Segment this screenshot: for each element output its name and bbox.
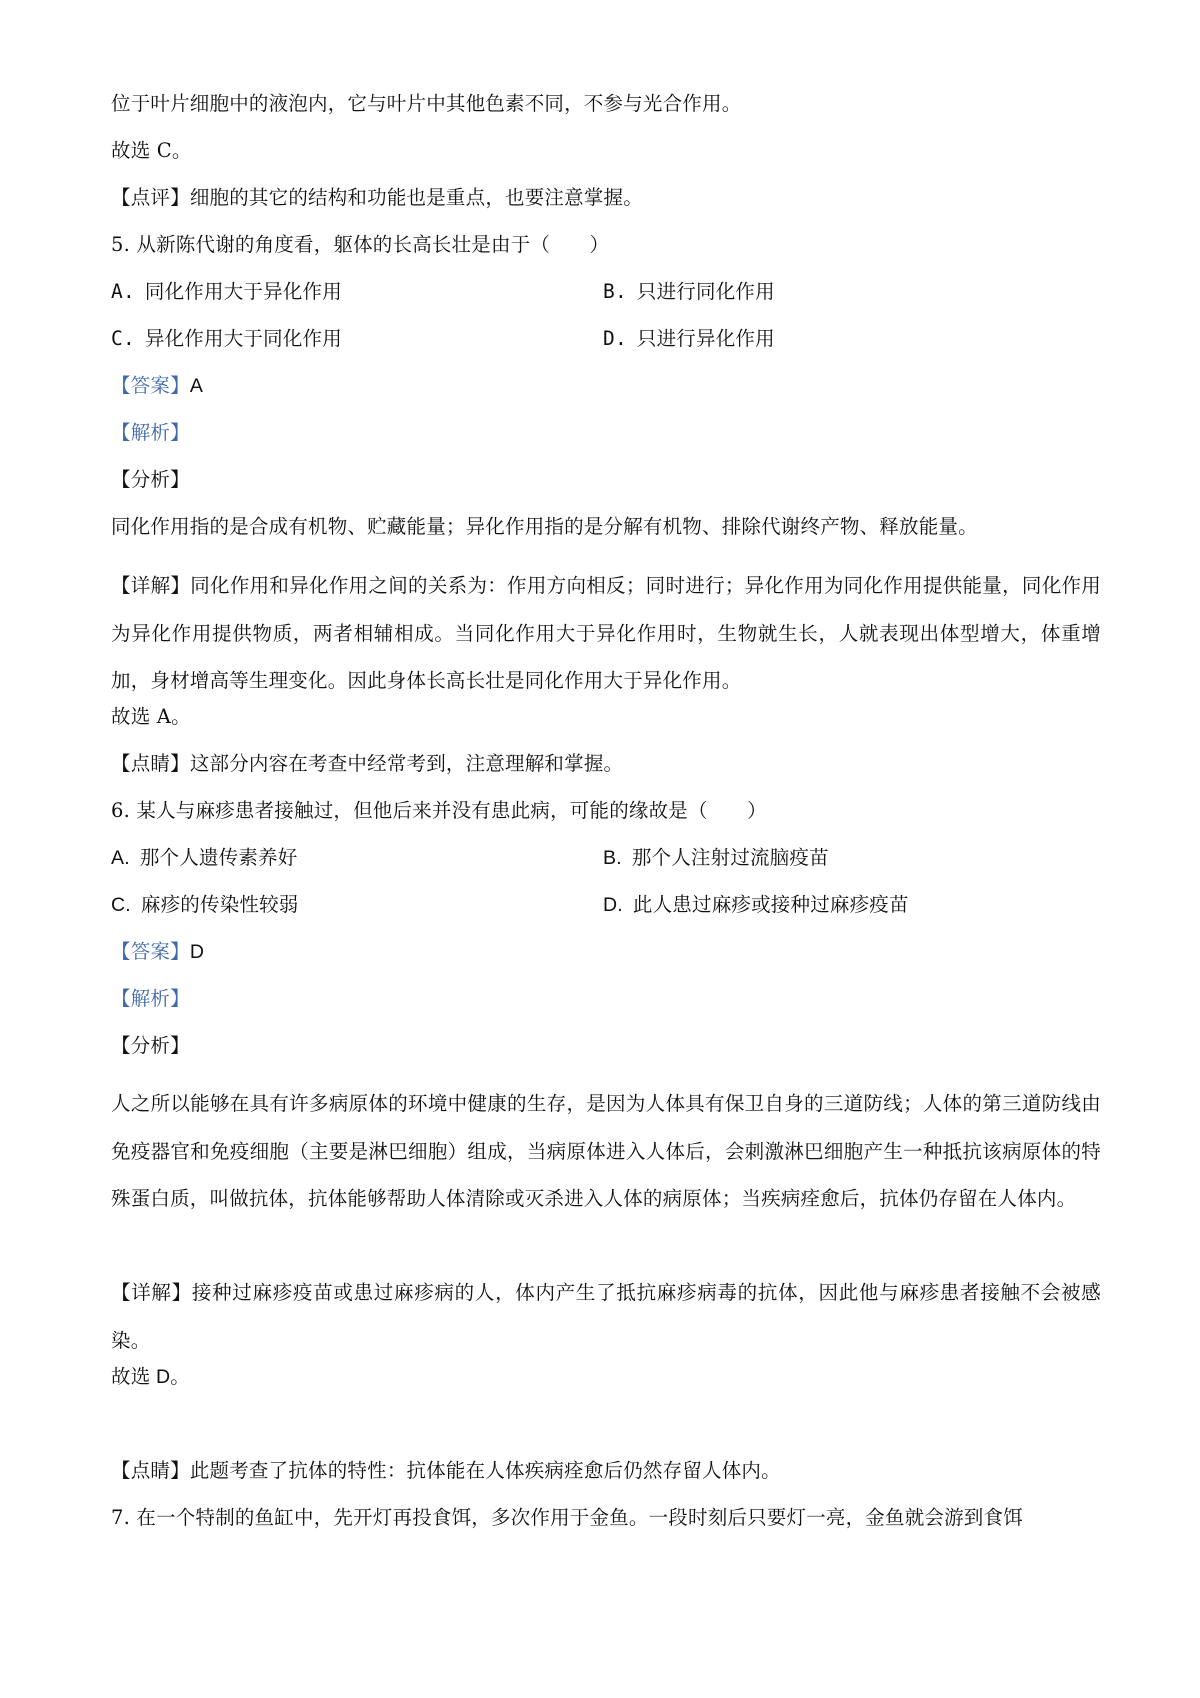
q6-detail-paragraph: [111, 1269, 1101, 1365]
q6-select-line: [111, 1363, 1101, 1391]
option-letter: A.: [111, 847, 130, 869]
option-letter: C.: [111, 894, 131, 916]
q6-option-a: [111, 844, 297, 872]
option-text: 麻疹的传染性较弱: [140, 893, 299, 916]
q5-comment-line: [111, 750, 1101, 778]
q5-analysis-tag: 【解析】: [111, 421, 190, 444]
comment-tag: 【点睛】: [111, 1459, 190, 1482]
answer-tag: 【答案】: [111, 374, 190, 397]
text-line: 位于叶片细胞中的液泡内，它与叶片中其他色素不同，不参与光合作用。: [111, 92, 742, 115]
q5-select-line: [111, 703, 1101, 731]
answer-value: D: [189, 941, 205, 963]
comment-text: 此题考查了抗体的特性：抗体能在人体疾病痊愈后仍然存留人体内。: [189, 1459, 781, 1482]
select-line: 故选 C。: [111, 139, 192, 162]
comment-tag: 【点睛】: [111, 752, 190, 775]
detail-tag: 【详解】: [111, 574, 191, 597]
q5-detail-paragraph: [111, 562, 1101, 705]
q6-fenxi-tag: 【分析】: [111, 1034, 190, 1057]
option-text: 同化作用大于异化作用: [144, 280, 342, 303]
comment-text: 这部分内容在考查中经常考到，注意理解和掌握。: [189, 752, 624, 775]
option-letter: B.: [603, 280, 627, 303]
q6-option-c: [111, 891, 299, 919]
option-letter: D.: [603, 894, 623, 916]
q5-option-a: [111, 278, 342, 306]
select-text: 故选 D。: [111, 1366, 191, 1388]
q6-answer-line: [111, 938, 1101, 966]
detail-tag: 【详解】: [111, 1281, 192, 1304]
question-6-stem: 6. 某人与麻疹患者接触过，但他后来并没有患此病，可能的缘故是（ ）: [111, 799, 767, 822]
answer-tag: 【答案】: [111, 940, 190, 963]
q6-analysis-tag: 【解析】: [111, 987, 190, 1010]
option-text: 异化作用大于同化作用: [144, 327, 342, 350]
q5-option-c: [111, 325, 342, 353]
q6-comment-line: [111, 1457, 1101, 1485]
comment-tag: 【点评】: [111, 186, 190, 209]
option-text: 那个人注射过流脑疫苗: [631, 846, 829, 869]
answer-value: A: [189, 375, 204, 397]
option-letter: C.: [111, 327, 135, 350]
comment-text: 细胞的其它的结构和功能也是重点，也要注意掌握。: [189, 186, 643, 209]
q5-fenxi-text: 同化作用指的是合成有机物、贮藏能量；异化作用指的是分解有机物、排除代谢终产物、释放能量。: [111, 515, 978, 538]
option-letter: A.: [111, 280, 135, 303]
question-5-stem: 5. 从新陈代谢的角度看，躯体的长高长壮是由于（ ）: [111, 233, 610, 256]
q6-option-b: [603, 844, 829, 872]
q6-fenxi-paragraph: 人之所以能够在具有许多病原体的环境中健康的生存，是因为人体具有保卫自身的三道防线；人体的第三道防线由免疫器官和免疫细胞（主要是淋巴细胞）组成，当病原体进入人体后，会刺激淋巴细胞产生一种抵抗该病原体的特殊蛋白质，叫做抗体，抗体能够帮助人体清除或灭杀进入人体的病原体；当疾病痊愈后，抗体仍存留在人体内。: [111, 1092, 1101, 1210]
option-letter: D.: [603, 327, 627, 350]
option-text: 只进行异化作用: [636, 327, 775, 350]
comment-line: [111, 184, 1101, 212]
select-text: 故选 A。: [111, 705, 191, 728]
option-letter: B.: [603, 847, 622, 869]
q5-option-d: [603, 325, 775, 353]
q5-answer-line: [111, 372, 1101, 400]
q6-option-d: [603, 891, 909, 919]
q5-option-b: [603, 278, 775, 306]
question-7-stem: 7. 在一个特制的鱼缸中，先开灯再投食饵，多次作用于金鱼。一段时刻后只要灯一亮，金鱼就会游到食饵: [111, 1506, 1023, 1529]
option-text: 此人患过麻疹或接种过麻疹疫苗: [632, 893, 909, 916]
detail-text: 接种过麻疹疫苗或患过麻疹病的人，体内产生了抵抗麻疹病毒的抗体，因此他与麻疹患者接触不会被感染。: [111, 1281, 1101, 1352]
q5-fenxi-tag: 【分析】: [111, 468, 190, 491]
option-text: 只进行同化作用: [636, 280, 775, 303]
detail-text: 同化作用和异化作用之间的关系为：作用方向相反；同时进行；异化作用为同化作用提供能量，同化作用为异化作用提供物质，两者相辅相成。当同化作用大于异化作用时，生物就生长，人就表现出体型增大，体重增加，身材增高等生理变化。因此身体长高长壮是同化作用大于异化作用。: [111, 574, 1101, 692]
option-text: 那个人遗传素养好: [139, 846, 298, 869]
